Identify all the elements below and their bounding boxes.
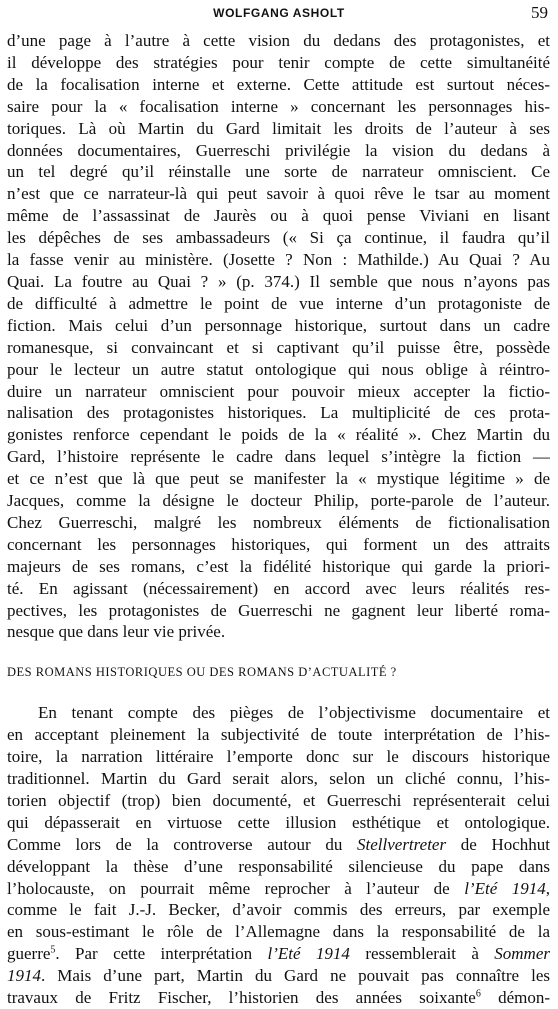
text-line bbox=[7, 878, 550, 900]
text-line: en acceptant pleinement la subjectivité de toute interprétation de l’his- bbox=[7, 725, 550, 745]
text-run: . Par cette interprétation bbox=[55, 944, 268, 964]
text-line: un tel degré qu’il réinstalle une sorte de narrateur omniscient. Ce bbox=[7, 162, 550, 182]
text-line: qui dépasserait en virtuose cette illusion esthétique et ontologique. bbox=[7, 812, 550, 832]
text-line: torien objectif (trop) bien documenté, et Guerreschi représenterait celui bbox=[7, 790, 550, 810]
running-head bbox=[0, 3, 558, 26]
italic-title: 1914 bbox=[7, 966, 41, 986]
text-line: Gard, l’histoire représente le cadre dans lequel s’intègre la fiction — bbox=[7, 447, 550, 467]
text-line: té. En agissant (nécessairement) en accord avec leurs réalités res- bbox=[7, 578, 550, 598]
text-line: concernant les personnages historiques, qui forment un des attraits bbox=[7, 534, 550, 554]
text-run: Comme lors de la controverse autour du bbox=[7, 834, 358, 854]
text-line: majeurs de ses romans, c’est la fidélité historique qui garde la priori- bbox=[7, 556, 550, 576]
text-line: n’est que ce narrateur-là qui peut savoir à quoi rêve le tsar au moment bbox=[7, 184, 550, 204]
text-line: Chez Guerreschi, malgré les nombreux éléments de fictionalisation bbox=[7, 512, 550, 532]
text-line: nesque que dans leur vie privée. bbox=[7, 622, 226, 642]
text-line: la fasse venir au ministère. (Josette ? Non : Mathilde.) Au Quai ? Au bbox=[7, 250, 550, 270]
text-line: toire, la narration littéraire l’emporte donc sur le discours historique bbox=[7, 747, 550, 767]
text-line: gonistes renforce cependant le poids de la « réalité ». Chez Martin du bbox=[7, 425, 550, 445]
running-title: WOLFGANG ASHOLT bbox=[213, 6, 345, 20]
text-line: Jacques, comme la désigne le docteur Philip, porte-parole de l’auteur. bbox=[7, 491, 550, 511]
text-line: traditionnel. Martin du Gard serait alors, selon un cliché connu, l’his- bbox=[7, 769, 550, 788]
text-line: d’une page à l’autre à cette vision du dedans des protagonistes, et bbox=[7, 31, 550, 50]
text-line: comme le fait J.-J. Becker, d’avoir commis des erreurs, par exemple bbox=[7, 900, 550, 920]
text-line: romanesque, si convaincant et si captivant qu’il puisse être, possède bbox=[7, 337, 550, 357]
text-line: il développe des stratégies pour tenir compte de cette simultanéité bbox=[7, 52, 550, 72]
text-line bbox=[7, 834, 550, 856]
text-line: développant la thèse d’une responsabilité silencieuse du pape dans bbox=[7, 856, 550, 876]
text-line: pectives, les protagonistes de Guerreschi ne gagnent leur liberté roma- bbox=[7, 600, 550, 620]
text-line: données documentaires, Guerreschi privilégie la vision du dedans à bbox=[7, 140, 550, 160]
text-run: l’holocauste, on pourrait même reprocher à l’auteur de bbox=[7, 878, 465, 898]
italic-title: Stellvertreter bbox=[357, 834, 447, 854]
text-line bbox=[7, 943, 550, 965]
text-run: démon- bbox=[480, 988, 550, 1008]
paragraph-romans-historiques bbox=[7, 702, 550, 1009]
text-run: travaux de Fritz Fischer, l’historien des années soixante bbox=[7, 988, 476, 1008]
text-line: saire pour la « focalisation interne » concernant les personnages his- bbox=[7, 96, 550, 116]
text-run: ressemblerait à bbox=[349, 944, 495, 964]
page-number: 59 bbox=[531, 3, 548, 22]
text-run: , bbox=[545, 878, 550, 898]
text-line: Quai. La foutre au Quai ? » (p. 374.) Il semble que nous n’ayons pas bbox=[7, 271, 550, 291]
text-run: guerre bbox=[7, 944, 51, 964]
text-line: pour le lecteur un autre statut ontologique qui nous oblige à réintro- bbox=[7, 359, 550, 379]
italic-title: l’Eté 1914 bbox=[267, 944, 350, 964]
footnote-reference[interactable]: 6 bbox=[475, 988, 481, 1000]
footnote-reference[interactable]: 5 bbox=[50, 944, 56, 956]
text-run: de Hochhut bbox=[446, 834, 550, 854]
text-run: . Mais d’une part, Martin du Gard ne pouvait pas connaître les bbox=[41, 966, 550, 986]
body-text bbox=[7, 30, 550, 1009]
italic-title: Sommer bbox=[494, 944, 550, 964]
paragraph-focalisation bbox=[7, 30, 550, 643]
italic-title: l’Eté 1914 bbox=[464, 878, 546, 898]
text-line: toriques. Là où Martin du Gard limitait les droits de l’auteur à ses bbox=[7, 118, 550, 138]
text-line bbox=[7, 965, 550, 987]
text-line: En tenant compte des pièges de l’objectivisme documentaire et bbox=[38, 703, 550, 723]
text-line: et ce n’est que là que peut se manifester la « mystique légitime » de bbox=[7, 469, 550, 489]
text-line: nalisation des protagonistes historiques. La multiplicité de ces prota- bbox=[7, 403, 550, 423]
text-line: en sous-estimant le rôle de l’Allemagne dans la responsabilité de la bbox=[7, 922, 550, 942]
section-heading: DES ROMANS HISTORIQUES OU DES ROMANS D’ACTUALITÉ ? bbox=[7, 665, 397, 680]
text-line: même de l’assassinat de Jaurès ou à quoi pense Viviani en lisant bbox=[7, 206, 550, 226]
text-line: duire un narrateur omniscient pour pouvoir mieux accepter la fictio- bbox=[7, 381, 550, 401]
text-line: fiction. Mais celui d’un personnage historique, surtout dans un cadre bbox=[7, 315, 550, 335]
text-line: les dépêches de ses ambassadeurs (« Si ça continue, il faudra qu’il bbox=[7, 228, 550, 248]
text-line: de difficulté à admettre le point de vue interne d’un protagoniste de bbox=[7, 293, 550, 313]
text-line bbox=[7, 987, 550, 1009]
text-line: de la focalisation interne et externe. Cette attitude est surtout néces- bbox=[7, 74, 550, 94]
